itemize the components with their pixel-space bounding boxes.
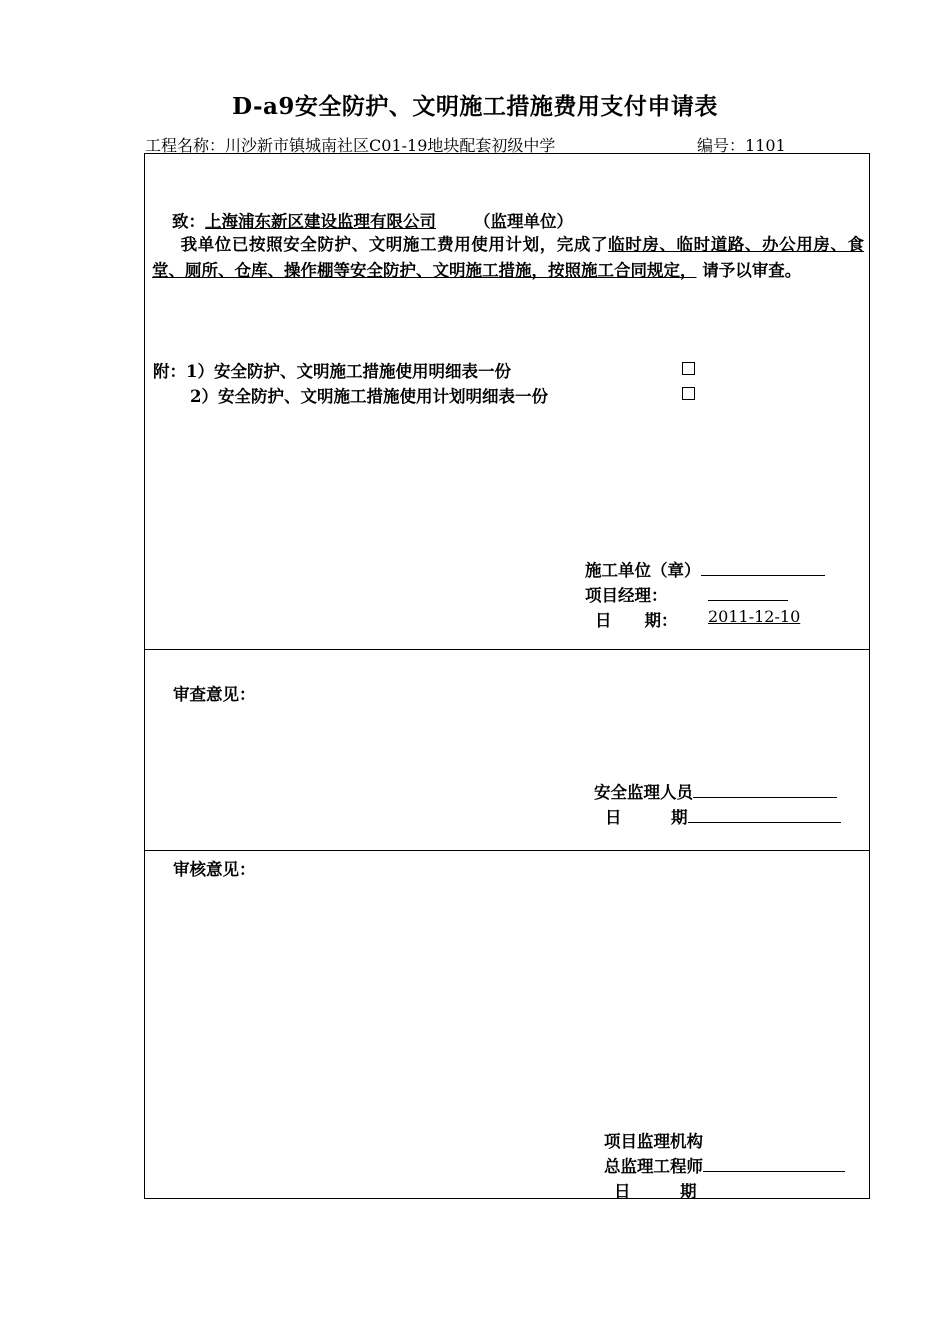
review-date-line [605,804,841,828]
attachment-2-text: 2）安全防护、文明施工措施使用计划明细表一份 [190,387,548,406]
project-name-label: 工程名称： [145,136,226,155]
manager-signature-line [585,582,788,606]
addressee-role: （监理单位） [474,212,573,231]
attachment-label: 附： [153,362,186,381]
attachment-2-checkbox[interactable] [682,387,695,400]
form-number-value: 1101 [745,136,786,155]
safety-supervisor-label: 安全监理人员 [594,783,693,802]
manager-signature-blank[interactable] [708,599,788,601]
attachment-1-checkbox[interactable] [682,362,695,375]
approval-heading: 审核意见： [173,860,256,879]
application-date-label: 日 期： [595,611,678,630]
application-date-line [595,607,678,631]
project-name-value: 川沙新市镇城南社区C01-19地块配套初级中学 [225,136,556,155]
manager-label: 项目经理： [585,586,668,605]
supervision-org-label: 项目监理机构 [604,1132,703,1151]
body-prefix: 我单位已按照安全防护、文明施工费用使用计划，完成了 [180,235,609,254]
contractor-seal-blank[interactable] [701,574,825,576]
contractor-signature-line [585,557,825,581]
review-date-label: 日 期 [605,808,688,827]
attachment-1 [153,358,511,382]
contractor-label: 施工单位（章） [585,561,701,580]
form-number-label: 编号： [697,136,746,155]
chief-engineer-line [604,1153,845,1177]
safety-supervisor-line [594,779,837,803]
application-body [152,232,864,284]
addressee-company: 上海浦东新区建设监理有限公司 [205,212,436,231]
addressee-line [172,208,573,232]
approval-section [144,850,870,1199]
body-completed-items: 临时房、临时道路、办公用房、食堂、厕所、仓库、操作棚等安全防护、文明施工措施，按照施工合同规定， [152,235,865,280]
safety-supervisor-blank[interactable] [693,796,837,798]
addressee-label: 致： [172,212,205,231]
chief-engineer-label: 总监理工程师 [604,1157,703,1176]
review-heading: 审查意见： [173,685,256,704]
approval-date-label: 日 期 [614,1182,697,1201]
chief-engineer-blank[interactable] [703,1170,845,1172]
attachment-2 [190,383,548,407]
application-date-value: 2011-12-10 [708,607,801,626]
form-title: D-a9安全防护、文明施工措施费用支付申请表 [232,93,718,120]
review-date-blank[interactable] [688,821,841,823]
body-suffix: 请予以审查。 [696,261,802,280]
attachment-1-text: 1）安全防护、文明施工措施使用明细表一份 [186,362,511,381]
